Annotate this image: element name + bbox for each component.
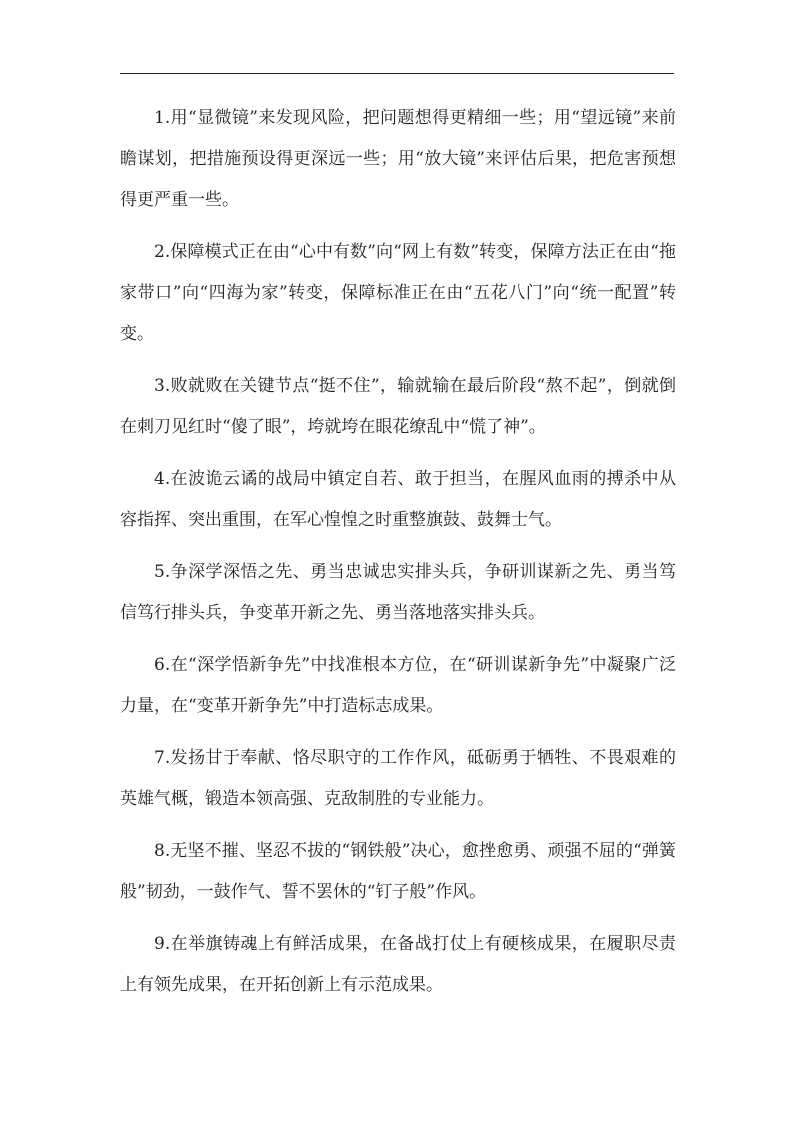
header-divider (120, 73, 674, 74)
paragraph-6: 6.在“深学悟新争先”中找准根本方位，在“研训谋新争先”中凝聚广泛力量，在“变革开新争先”中打造标志成果。 (120, 655, 676, 716)
paragraph-2: 2.保障模式正在由“心中有数”向“网上有数”转变，保障方法正在由“拖家带口”向“四海为家”转变，保障标准正在由“五花八门”向“统一配置”转变。 (120, 242, 676, 344)
paragraph-8: 8.无坚不摧、坚忍不拔的“钢铁般”决心，愈挫愈勇、顽强不屈的“弹簧般”韧劲，一鼓作气、誓不罢休的“钉子般”作风。 (120, 841, 676, 902)
document-body (120, 98, 676, 1017)
paragraph-5: 5.争深学深悟之先、勇当忠诚忠实排头兵，争研训谋新之先、勇当笃信笃行排头兵，争变革开新之先、勇当落地落实排头兵。 (120, 562, 676, 623)
paragraph-9: 9.在举旗铸魂上有鲜活成果，在备战打仗上有硬核成果，在履职尽责上有领先成果，在开拓创新上有示范成果。 (120, 934, 676, 995)
paragraph-1: 1.用“显微镜”来发现风险，把问题想得更精细一些；用“望远镜”来前瞻谋划，把措施预设得更深远一些；用“放大镜”来评估后果，把危害预想得更严重一些。 (120, 108, 676, 210)
paragraph-3: 3.败就败在关键节点“挺不住”，输就输在最后阶段“熬不起”，倒就倒在刺刀见红时“傻了眼”，垮就垮在眼花缭乱中“慌了神”。 (120, 376, 676, 437)
paragraph-7: 7.发扬甘于奉献、恪尽职守的工作作风，砥砺勇于牺牲、不畏艰难的英雄气概，锻造本领高强、克敌制胜的专业能力。 (120, 748, 676, 809)
paragraph-4: 4.在波诡云谲的战局中镇定自若、敢于担当，在腥风血雨的搏杀中从容指挥、突出重围，在军心惶惶之时重整旗鼓、鼓舞士气。 (120, 469, 676, 530)
